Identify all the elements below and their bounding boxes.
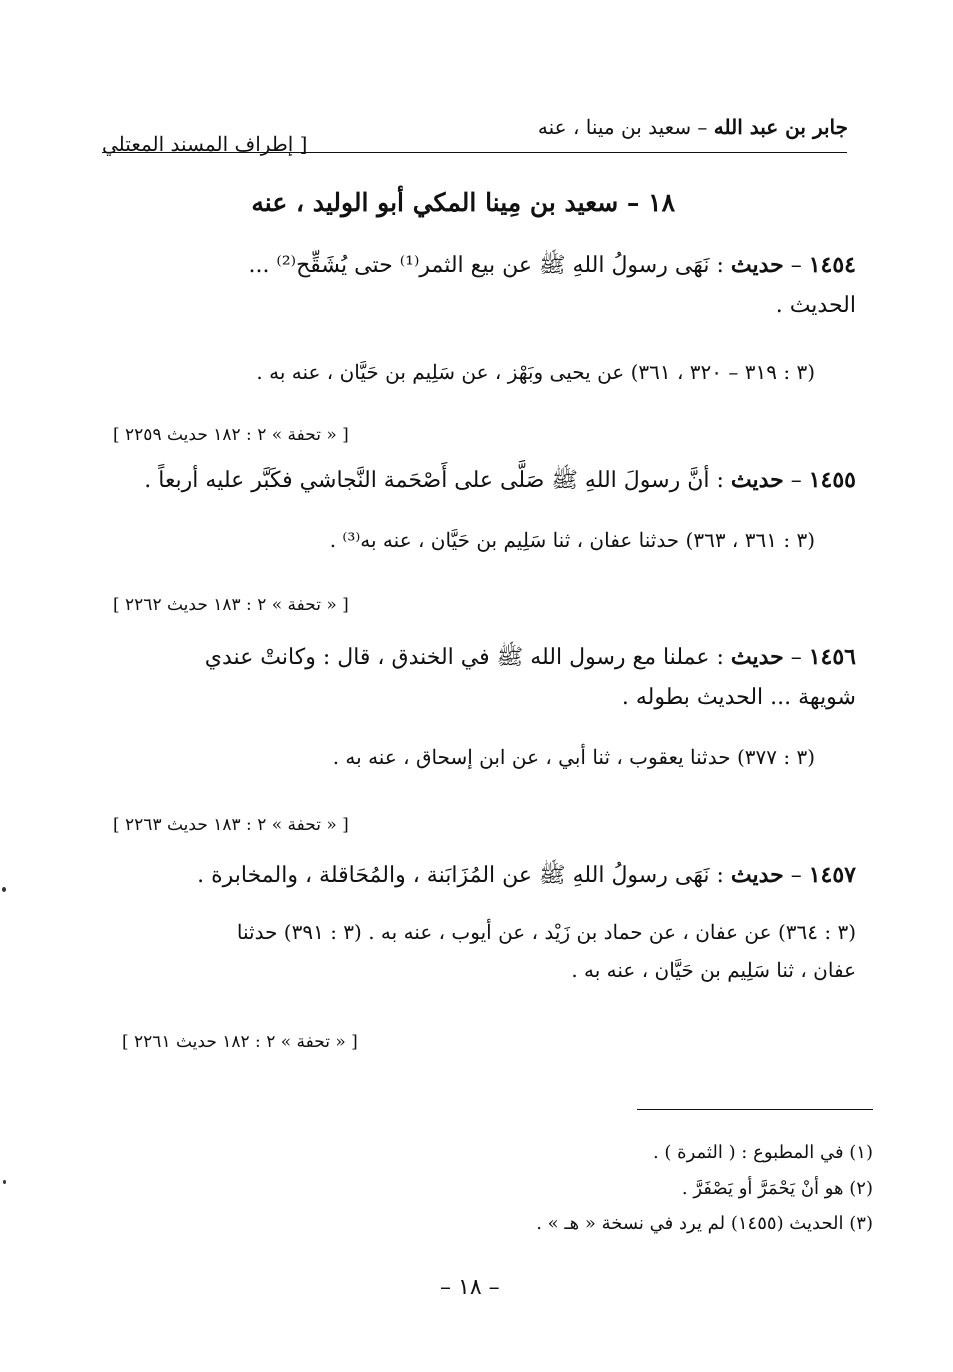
hadith-text: : أنَّ رسولَ اللهِ ﷺ صَلَّى على أَصْحَمة النَّجاشي فكَبَّر عليه أربعاً . bbox=[144, 468, 731, 493]
hadith-entry-1455 bbox=[101, 460, 856, 501]
tuhfa-reference: [ « تحفة » ٢ : ١٨٢ حديث ٢٢٥٩ ] bbox=[113, 425, 349, 445]
running-title bbox=[538, 115, 848, 139]
hadith-source: (٣ : ٣٦١ ، ٣٦٣) حدثنا عفان ، ثنا سَلِيم بن حَيَّان ، عنه به⁽³⁾ . bbox=[329, 528, 815, 552]
hadith-entry-1457 bbox=[101, 855, 856, 896]
hadith-entry-1454 bbox=[101, 245, 856, 326]
scan-speck bbox=[2, 887, 6, 892]
hadith-keyword: حديث bbox=[730, 252, 784, 278]
hadith-source: (٣ : ٣١٩ – ٣٢٠ ، ٣٦١) عن يحيى وبَهْز ، عن سَلِيم بن حَيَّان ، عنه به . bbox=[256, 360, 815, 384]
footnote-1: (١) في المطبوع : ( الثمرة ) . bbox=[652, 1142, 873, 1163]
hadith-keyword: حديث bbox=[730, 644, 784, 670]
header-divider bbox=[102, 152, 847, 153]
hadith-number: ١٤٥٦ bbox=[808, 644, 856, 670]
footnote-divider bbox=[637, 1109, 873, 1110]
tuhfa-reference: [ « تحفة » ٢ : ١٨٢ حديث ٢٢٦١ ] bbox=[122, 1032, 358, 1052]
hadith-source: (٣ : ٣٦٤) عن عفان ، عن حماد بن زَيْد ، عن أيوب ، عنه به . (٣ : ٣٩١) حدثنا bbox=[236, 920, 856, 944]
section-title: ١٨ – سعيد بن مِينا المكي أبو الوليد ، عنه bbox=[251, 188, 675, 217]
book-title: [ إطراف المسند المعتلي bbox=[102, 132, 308, 156]
hadith-dash: – bbox=[783, 253, 809, 278]
hadith-text: : نَهَى رسولُ اللهِ ﷺ عن المُزَابَنة ، والمُحَاقلة ، والمخابرة . bbox=[197, 863, 731, 888]
hadith-dash: – bbox=[783, 468, 809, 493]
running-title-name: جابر بن عبد الله bbox=[713, 115, 848, 139]
hadith-text-continued: شويهة ... الحديث بطوله . bbox=[621, 685, 856, 710]
hadith-text-continued: الحديث . bbox=[775, 293, 856, 318]
hadith-source-continued: عفان ، ثنا سَلِيم بن حَيَّان ، عنه به . bbox=[571, 958, 856, 982]
page-number: – ١٨ – bbox=[440, 1275, 500, 1300]
hadith-keyword: حديث bbox=[730, 467, 784, 493]
scan-speck bbox=[3, 1180, 6, 1184]
footnote-3: (٣) الحديث (١٤٥٥) لم يرد في نسخة « هـ » . bbox=[536, 1213, 873, 1234]
hadith-text: : نَهَى رسولُ اللهِ ﷺ عن بيع الثمر⁽¹⁾ حتى يُشَقِّح⁽²⁾ ... bbox=[248, 253, 731, 278]
hadith-number: ١٤٥٧ bbox=[808, 862, 856, 888]
hadith-number: ١٤٥٤ bbox=[808, 252, 856, 278]
hadith-entry-1456 bbox=[101, 637, 856, 718]
hadith-dash: – bbox=[783, 645, 809, 670]
hadith-dash: – bbox=[783, 863, 809, 888]
running-title-rest: – سعيد بن مينا ، عنه bbox=[537, 115, 714, 139]
hadith-number: ١٤٥٥ bbox=[808, 467, 856, 493]
hadith-source: (٣ : ٣٧٧) حدثنا يعقوب ، ثنا أبي ، عن ابن إسحاق ، عنه به . bbox=[332, 745, 815, 769]
tuhfa-reference: [ « تحفة » ٢ : ١٨٣ حديث ٢٢٦٣ ] bbox=[113, 815, 349, 835]
hadith-keyword: حديث bbox=[730, 862, 784, 888]
hadith-text: : عملنا مع رسول الله ﷺ في الخندق ، قال : وكانتْ عندي bbox=[204, 645, 731, 670]
tuhfa-reference: [ « تحفة » ٢ : ١٨٣ حديث ٢٢٦٢ ] bbox=[113, 595, 349, 615]
footnote-2: (٢) هو أنْ يَحْمَرَّ أو يَصْفَرَّ . bbox=[681, 1178, 873, 1199]
